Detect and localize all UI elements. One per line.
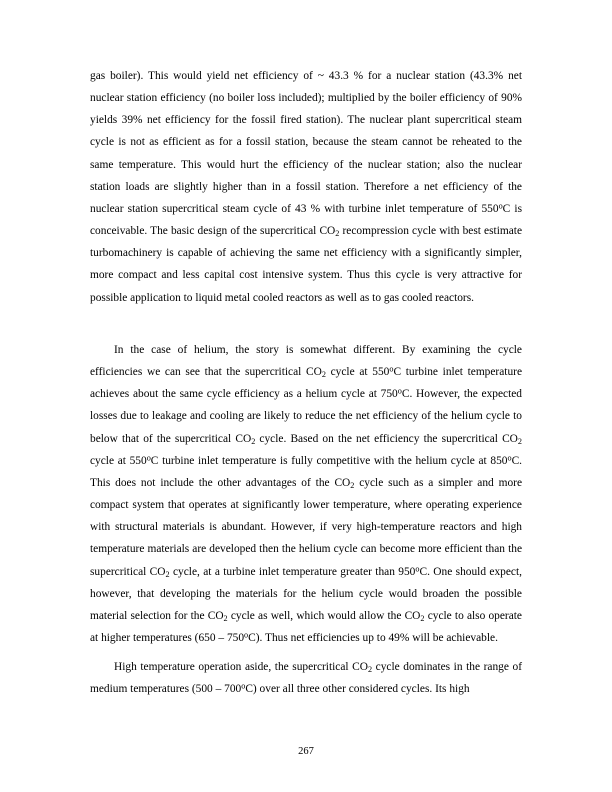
page-number: 267 — [298, 746, 314, 757]
paragraph-text: C) over all three other considered cycles. Its high — [245, 683, 470, 696]
paragraph-text: C. One should expect, however, that developing the materials for the helium cycle would broaden the possible material selection for the CO — [90, 565, 522, 622]
paragraph-text: cycle, at a turbine inlet temperature greater than 950 — [169, 565, 416, 578]
paragraph-text: cycle such as a simpler and more compact system that operates at significantly lower temperature, where operating experience with structural materials is abundant. However, if very high-temperature reactors and high temperature materials are developed then the helium cycle can become more efficient than the supercritical CO — [90, 476, 522, 578]
superscript-text: o — [389, 364, 394, 374]
subscript-text: 2 — [517, 436, 522, 446]
paragraph-text: cycle. Based on the net efficiency the supercritical CO — [255, 432, 518, 445]
paragraph-3 — [90, 656, 522, 700]
paragraph-text: cycle to also operate at higher temperatures (650 – 750 — [90, 609, 522, 645]
subscript-text: 2 — [321, 369, 326, 379]
superscript-text: o — [507, 453, 512, 463]
superscript-text: o — [397, 386, 402, 396]
subscript-text: 2 — [420, 613, 425, 623]
paragraph-text: C turbine inlet temperature is fully competitive with the helium cycle at 850 — [150, 454, 508, 467]
paragraph-text: C. This does not include the other advantages of the CO — [90, 454, 523, 489]
superscript-text: o — [146, 453, 151, 463]
subscript-text: 2 — [165, 569, 170, 579]
paragraph-text: C turbine inlet temperature achieves about the same cycle efficiency as a helium cycle at 750 — [90, 366, 522, 401]
superscript-text: o — [244, 630, 249, 640]
paragraph-text: gas boiler). This would yield net efficiency of ~ 43.3 % for a nuclear station (43.3% net nuclear station efficiency (no boiler loss included); multiplied by the boiler efficiency of 90% yields 39% net efficiency for the fossil fired station). The nuclear plant supercritical steam cycle is not as efficient as for a fossil station, because the steam cannot be reheated to the same temperature. This would hurt the efficiency of the nuclear station; also the nuclear station loads are slightly higher than in a fossil station. Therefore a net efficiency of the nuclear station supercritical steam cycle of 43 % with turbine inlet temperature of 550 — [90, 70, 522, 215]
paragraph-text: cycle at 550 — [325, 366, 390, 379]
subscript-text: 2 — [350, 480, 355, 490]
paragraph-text: High temperature operation aside, the supercritical CO — [114, 661, 368, 673]
paragraph-text: C). Thus net efficiencies up to 49% will be achievable. — [248, 632, 498, 645]
subscript-text: 2 — [335, 228, 340, 238]
subscript-text: 2 — [251, 436, 256, 446]
paragraph-text: C. However, the expected losses due to leakage and cooling are likely to reduce the net efficiency of the helium cycle to below that of the supercritical CO — [90, 388, 523, 445]
superscript-text: o — [415, 564, 420, 574]
paragraph-text: cycle dominates in the range of medium temperatures (500 – 700 — [90, 661, 522, 696]
paragraph-text: In the case of helium, the story is somewhat different. By examining the cycle efficiencies we can see that the supercritical CO — [90, 344, 522, 379]
paragraph-text: recompression cycle with best estimate turbomachinery is capable of achieving the same net efficiency with a significantly simpler, more compact and less capital cost intensive system. Thus this cycle is very attractive for possible application to liquid metal cooled reactors as well as to gas cooled reactors. — [90, 225, 522, 304]
paragraph-text: C is conceivable. The basic design of the supercritical CO — [90, 202, 522, 238]
paragraph-2 — [90, 339, 522, 649]
subscript-text: 2 — [367, 664, 373, 674]
paragraph-1 — [90, 65, 522, 309]
superscript-text: o — [498, 201, 503, 211]
paragraph-text: cycle at 550 — [90, 454, 147, 467]
subscript-text: 2 — [223, 613, 228, 623]
superscript-text: o — [241, 681, 246, 691]
paragraph-text: cycle as well, which would allow the CO — [227, 609, 421, 622]
